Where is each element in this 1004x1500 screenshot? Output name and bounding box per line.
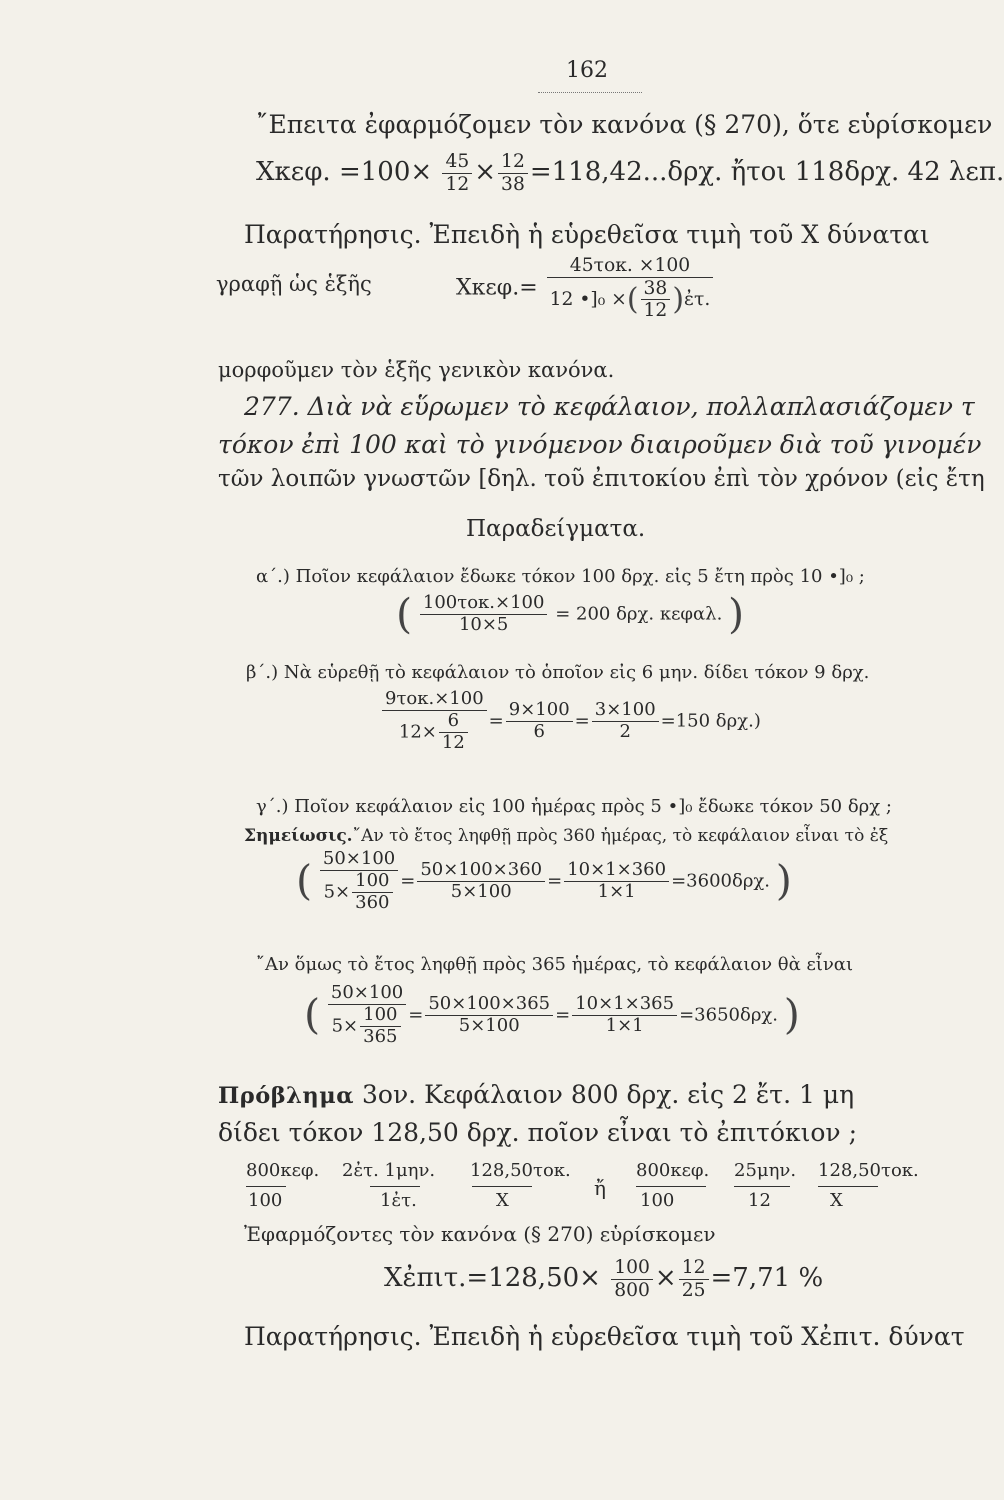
examples-heading: Παραδείγματα. xyxy=(466,516,646,542)
fraction-denominator: 5×100 xyxy=(458,1014,520,1036)
equation-3-lhs: Xἐπιτ.=128,50× xyxy=(384,1263,601,1294)
fraction-numerator: 100τοκ.×100 xyxy=(420,594,548,615)
fraction-numerator: 9τοκ.×100 xyxy=(382,690,487,711)
example-b-equation: 9τοκ.×100 12× $\frac{6}{12}$ = $\frac{9\times 100}{6}$ = $\frac{3\times 100}{2}$ =150 δρχ.) xyxy=(380,690,761,753)
fraction-numerator: 50×100 xyxy=(328,984,406,1005)
fraction-numerator: 38 xyxy=(641,279,671,301)
table-rule-c1 xyxy=(636,1186,706,1187)
table-or: ἤ xyxy=(594,1176,606,1200)
denominator-part: 12 •]₀ × xyxy=(549,288,627,310)
fraction-numerator: 10×1×360 xyxy=(564,861,669,882)
fraction-denominator: 38 xyxy=(501,173,525,195)
rule-277-line-2: τόκον ἐπὶ 100 καὶ τὸ γινόμενον διαιροῦμεν διὰ τοῦ γινομέν xyxy=(218,430,982,459)
fraction-denominator: 360 xyxy=(355,891,390,913)
table-rule-a2 xyxy=(370,1186,420,1187)
fraction-denominator: 1×1 xyxy=(605,1014,644,1036)
table-rule-a1 xyxy=(246,1186,286,1187)
example-c-fraction-1 xyxy=(320,850,398,913)
denominator-part: 5× xyxy=(331,1015,359,1037)
equation-2-lhs: Xκεφ.= xyxy=(456,275,538,301)
table-c3: 128,50τοκ. xyxy=(818,1160,919,1181)
example-b-fraction-3 xyxy=(592,698,659,742)
fraction-denominator: 800 xyxy=(614,1279,650,1301)
table-c1: 800κεφ. xyxy=(636,1160,710,1181)
fraction-denominator: 12 xyxy=(441,731,465,753)
example-a-fraction xyxy=(420,594,548,635)
equation-1-fraction-a xyxy=(442,152,472,194)
table-rule-a3 xyxy=(472,1186,532,1187)
fraction-numerator: 6 xyxy=(439,712,468,733)
fraction-numerator: 45τοκ. ×100 xyxy=(547,256,714,278)
table-b3: X xyxy=(496,1190,509,1211)
fraction-denominator xyxy=(328,1005,406,1047)
fraction-numerator: 12 xyxy=(498,152,528,174)
table-d2: 12 xyxy=(748,1190,771,1211)
equation-3-rhs: =7,71 % xyxy=(710,1263,824,1294)
example-d-result: =3650δρχ. xyxy=(679,1004,779,1026)
example-b-result: =150 δρχ.) xyxy=(660,710,761,732)
fraction-denominator: 1×1 xyxy=(597,880,636,902)
table-c2: 25μην. xyxy=(734,1160,797,1181)
fraction-denominator: 12 •]₀ ×( $\frac{38}{12}$ )ἐτ. xyxy=(549,277,711,322)
text-line-4: γραφῇ ὡς ἑξῆς xyxy=(216,272,372,296)
text-apply-rule: Ἐφαρμόζοντες τὸν κανόνα (§ 270) εὑρίσκομεν xyxy=(244,1222,716,1246)
example-c-note xyxy=(244,826,888,846)
table-rule-c3 xyxy=(818,1186,878,1187)
example-c-equation: ( 50×100 5× $\frac{100}{360}$ = $\frac{50\times 100\times 360}{5\times 100}$ = $\frac{10\times 1\times 360}{1\times 1}$ =3600δρχ. ) xyxy=(296,848,792,913)
note-label: Σημείωσις. xyxy=(244,826,353,846)
example-d-fraction-2 xyxy=(425,992,553,1036)
denominator-unit: ἐτ. xyxy=(683,288,711,310)
fraction-denominator: 2 xyxy=(619,720,631,742)
table-a1: 800κεφ. xyxy=(246,1160,320,1181)
example-a-result: = 200 δρχ. κεφαλ. xyxy=(555,603,723,625)
page-number: 162 xyxy=(566,58,608,83)
fraction-numerator: 12 xyxy=(679,1258,709,1280)
fraction-numerator: 10×1×365 xyxy=(572,995,677,1016)
fraction-denominator: 12 xyxy=(643,300,668,322)
example-c-question: γ΄.) Ποῖον κεφάλαιον εἰς 100 ἡμέρας πρὸς 5 •]₀ ἔδωκε τόκον 50 δρχ ; xyxy=(256,796,892,817)
fraction-numerator: 100 xyxy=(360,1006,400,1027)
fraction-numerator: 100 xyxy=(611,1258,653,1280)
problem-3-line-1 xyxy=(218,1080,854,1109)
example-c-fraction-2 xyxy=(417,858,545,902)
note-text: ῎Αν τὸ ἔτος ληφθῇ πρὸς 360 ἡμέρας, τὸ κεφάλαιον εἶναι τὸ ἐξ xyxy=(352,826,889,846)
equation-1-lhs: Xκεφ. =100× xyxy=(256,157,433,188)
inner-fraction xyxy=(360,1003,400,1047)
equation-3-fraction-b xyxy=(679,1258,709,1300)
equation-3: Xἐπιτ.=128,50× $\frac{100}{800}$ × $\frac{12}{25}$ =7,71 % xyxy=(384,1257,824,1301)
text-line-3: Παρατήρησις. Ἐπειδὴ ἡ εὑρεθεῖσα τιμὴ τοῦ X δύναται xyxy=(244,220,930,249)
fraction-denominator xyxy=(382,711,487,753)
page-number-rule xyxy=(538,92,642,93)
rule-277-line-3: τῶν λοιπῶν γνωστῶν [δηλ. τοῦ ἐπιτοκίου ἐπὶ τὸν χρόνον (εἰς ἔτη xyxy=(218,466,985,492)
example-b-fraction-1 xyxy=(382,690,487,753)
inner-fraction xyxy=(352,869,392,913)
example-d-fraction-3 xyxy=(572,992,677,1036)
denominator-part: 12× xyxy=(398,721,437,743)
problem-text: 3ον. Κεφάλαιον 800 δρχ. εἰς 2 ἔτ. 1 μη xyxy=(354,1080,855,1109)
table-rule-c2 xyxy=(734,1186,790,1187)
denominator-part: 5× xyxy=(323,881,351,903)
fraction-numerator: 9×100 xyxy=(506,701,573,722)
equation-2 xyxy=(456,256,715,321)
fraction-denominator: 10×5 xyxy=(458,614,509,636)
fraction-numerator: 45 xyxy=(442,152,472,174)
example-d-fraction-1 xyxy=(328,984,406,1047)
table-a3: 128,50τοκ. xyxy=(470,1160,571,1181)
example-c-result: =3600δρχ. xyxy=(671,870,771,892)
text-line-5: μορφοῦμεν τὸν ἑξῆς γενικὸν κανόνα. xyxy=(218,358,615,382)
example-a-equation: ( $\frac{\text{100τοκ.×100}}{10\times 5}$ = 200 δρχ. κεφαλ. ) xyxy=(396,590,745,638)
equation-1: Xκεφ. =100× $\frac{45}{12}$ × $\frac{12}{38}$ =118,42...δρχ. ἤτοι 118δρχ. 42 λεπ. xyxy=(256,151,1004,195)
fraction-numerator: 50×100×360 xyxy=(417,861,545,882)
fraction-numerator: 100 xyxy=(352,872,392,893)
fraction-numerator: 50×100×365 xyxy=(425,995,553,1016)
table-b2: 1ἐτ. xyxy=(380,1190,417,1211)
table-a2: 2ἐτ. 1μην. xyxy=(342,1160,436,1181)
fraction-denominator: 12 xyxy=(445,173,470,195)
text-line-1: ῎Επειτα ἐφαρμόζομεν τὸν κανόνα (§ 270), ὅτε εὑρίσκομεν xyxy=(256,110,993,139)
example-d-question: ῎Αν ὅμως τὸ ἔτος ληφθῇ πρὸς 365 ἡμέρας, τὸ κεφάλαιον θὰ εἶναι xyxy=(256,954,854,975)
text-last-line: Παρατήρησις. Ἐπειδὴ ἡ εὑρεθεῖσα τιμὴ τοῦ Xἐπιτ. δύνατ xyxy=(244,1322,965,1351)
inner-fraction xyxy=(641,279,671,321)
table-b1: 100 xyxy=(248,1190,283,1211)
problem-3-line-2: δίδει τόκον 128,50 δρχ. ποῖον εἶναι τὸ ἐπιτόκιον ; xyxy=(218,1118,857,1147)
equation-1-rhs: =118,42...δρχ. ἤτοι 118δρχ. 42 λεπ. xyxy=(529,157,1004,188)
example-b-question: β΄.) Νὰ εὑρεθῇ τὸ κεφάλαιον τὸ ὁποῖον εἰς 6 μην. δίδει τόκον 9 δρχ. xyxy=(246,662,870,683)
problem-title: Πρόβλημα xyxy=(218,1083,355,1109)
fraction-numerator: 50×100 xyxy=(320,850,398,871)
fraction-numerator: 3×100 xyxy=(592,701,659,722)
example-c-fraction-3 xyxy=(564,858,669,902)
fraction-denominator: 25 xyxy=(681,1279,706,1301)
equation-2-fraction xyxy=(547,256,714,321)
fraction-denominator: 5×100 xyxy=(450,880,512,902)
table-d3: X xyxy=(830,1190,843,1211)
rule-277-line-1: 277. Διὰ νὰ εὕρωμεν τὸ κεφάλαιον, πολλαπλασιάζομεν τ xyxy=(244,392,975,421)
equation-1-fraction-b xyxy=(498,152,528,194)
inner-fraction xyxy=(439,709,468,753)
example-d-equation: ( 50×100 5× $\frac{100}{365}$ = $\frac{50\times 100\times 365}{5\times 100}$ = $\frac{10\times 1\times 365}{1\times 1}$ =3650δρχ. ) xyxy=(304,982,800,1047)
equation-3-fraction-a xyxy=(611,1258,653,1300)
fraction-denominator: 6 xyxy=(533,720,545,742)
example-a-question: α΄.) Ποῖον κεφάλαιον ἔδωκε τόκον 100 δρχ. εἰς 5 ἔτη πρὸς 10 •]₀ ; xyxy=(256,566,865,587)
fraction-denominator: 365 xyxy=(363,1025,398,1047)
example-b-fraction-2 xyxy=(506,698,573,742)
fraction-denominator xyxy=(320,871,398,913)
table-d1: 100 xyxy=(640,1190,675,1211)
